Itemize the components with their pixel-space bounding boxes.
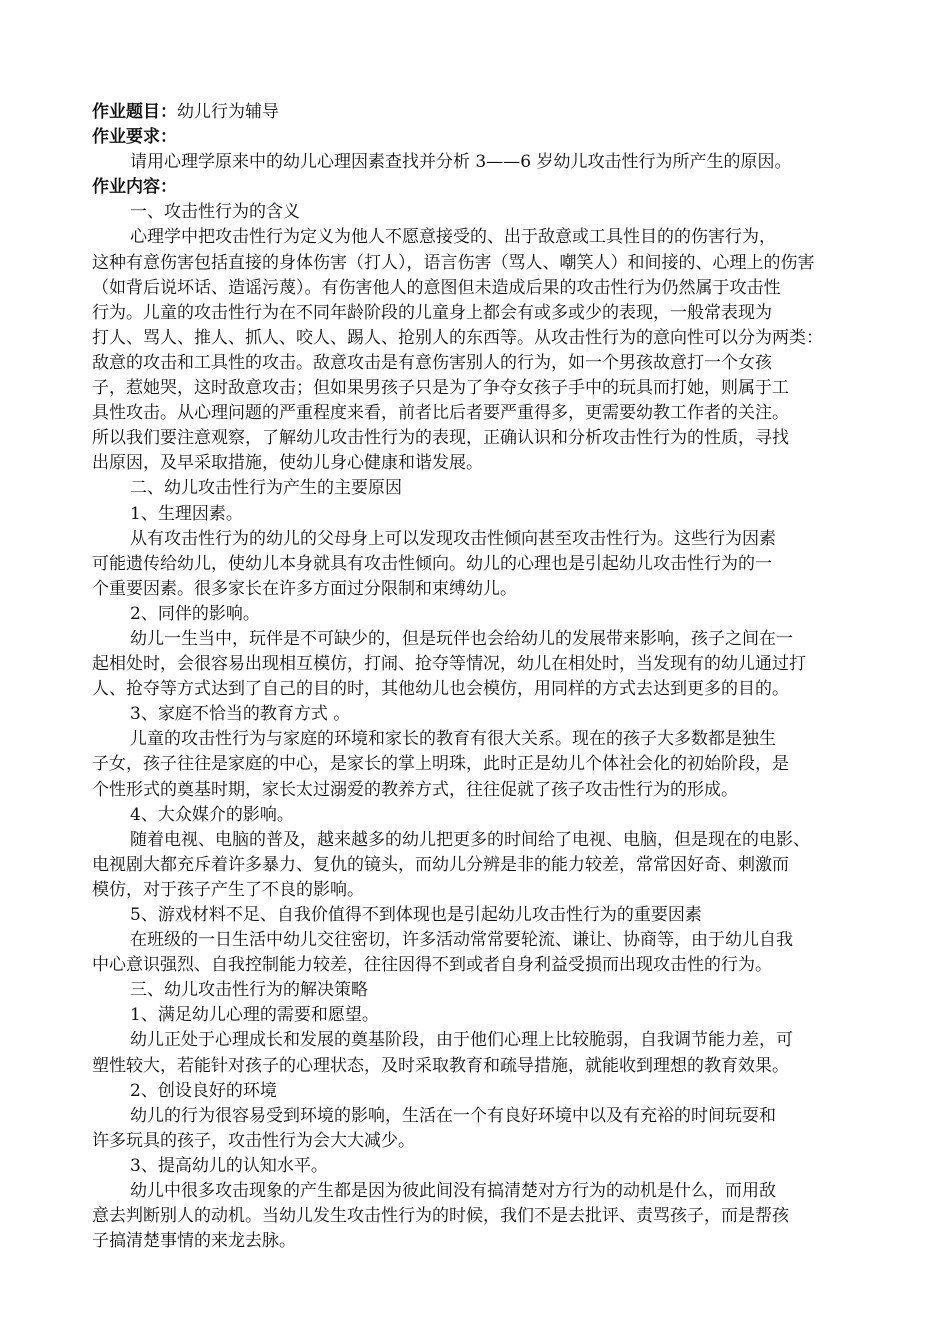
paragraph [92,1179,864,1254]
paragraph-line: （如背后说坏话、造谣污蔑）。有伤害他人的意图但未造成后果的攻击性行为仍然属于攻击性 [92,277,781,298]
section-heading: 一、攻击性行为的含义 [130,202,300,223]
paragraph [92,1104,864,1154]
paragraph-line: 意去判断别人的动机。当幼儿发生攻击性行为的时候，我们不是去批评、责骂孩子，而是帮孩 [92,1206,789,1227]
paragraph-line: 幼儿中很多攻击现象的产生都是因为彼此间没有搞清楚对方行为的动机是什么，而用敌 [130,1181,776,1202]
assignment-title-label: 作业题目： [92,102,177,122]
section-heading: 2、创设良好的环境 [130,1080,277,1101]
assignment-content-label: 作业内容： [92,177,177,198]
paragraph-line: 具性攻击。从心理问题的严重程度来看，前者比后者要严重得多，更需要幼教工作者的关注。 [92,403,789,424]
paragraph-line: 个重要因素。很多家长在许多方面过分限制和束缚幼儿。 [92,578,517,599]
paragraph-line: 子，惹她哭，这时敌意攻击；但如果男孩子只是为了争夺女孩子手中的玩具而打她，则属于工 [92,378,789,399]
section-heading: 二、幼儿攻击性行为产生的主要原因 [130,478,402,499]
paragraph-line: 幼儿的行为很容易受到环境的影响，生活在一个有良好环境中以及有充裕的时间玩耍和 [130,1105,776,1126]
paragraph-line: 幼儿一生当中，玩伴是不可缺少的，但是玩伴也会给幼儿的发展带来影响，孩子之间在一 [130,628,793,649]
paragraph-line: 这种有意伤害包括直接的身体伤害（打人），语言伤害（骂人、嘲笑人）和间接的、心理上的伤害 [92,252,815,273]
paragraph-line: 子搞清楚事情的来龙去脉。 [92,1231,296,1252]
paragraph-line: 幼儿正处于心理成长和发展的奠基阶段，由于他们心理上比较脆弱，自我调节能力差，可 [130,1030,793,1051]
paragraph-line: 人、抢夺等方式达到了自己的目的时，其他幼儿也会模仿，用同样的方式去达到更多的目的。 [92,679,789,700]
paragraph [92,225,864,476]
paragraph-line: 可能遗传给幼儿，使幼儿本身就具有攻击性倾向。幼儿的心理也是引起幼儿攻击性行为的一 [92,553,772,574]
paragraph [92,727,864,802]
section-heading: 3、家庭不恰当的教育方式 。 [130,704,351,725]
paragraph-line: 模仿，对于孩子产生了不良的影响。 [92,879,364,900]
assignment-title-value: 幼儿行为辅导 [177,102,279,122]
section-heading: 3、提高幼儿的认知水平。 [130,1155,328,1176]
paragraph-line: 许多玩具的孩子，攻击性行为会大大减少。 [92,1130,415,1151]
paragraph-line: 随着电视、电脑的普及，越来越多的幼儿把更多的时间给了电视、电脑，但是现在的电影、 [130,829,810,850]
paragraph-line: 心理学中把攻击性行为定义为他人不愿意接受的、出于敌意或工具性目的的伤害行为， [130,227,776,248]
paragraph-line: 出原因，及早采取措施，使幼儿身心健康和谐发展。 [92,453,483,474]
assignment-title-row [92,100,864,125]
section-heading: 4、大众媒介的影响。 [130,804,294,825]
paragraph [92,1028,864,1078]
assignment-requirement-label: 作业要求： [92,127,177,148]
paragraph [92,928,864,978]
paragraph-line: 在班级的一日生活中幼儿交往密切，许多活动常常要轮流、谦让、协商等，由于幼儿自我 [130,930,793,951]
section-heading: 1、满足幼儿心理的需要和愿望。 [130,1005,379,1026]
paragraph [92,527,864,602]
paragraph-line: 打人、骂人、推人、抓人、咬人、踢人、抢别人的东西等。从攻击性行为的意向性可以分为两类： [92,327,823,348]
paragraph-line: 行为。儿童的攻击性行为在不同年龄阶段的儿童身上都会有或多或少的表现，一般常表现为 [92,302,772,323]
assignment-content-row [92,175,864,200]
section-heading: 5、游戏材料不足、自我价值得不到体现也是引起幼儿攻击性行为的重要因素 [130,905,702,925]
section-heading: 1、生理因素。 [130,503,243,524]
paragraph-line: 所以我们要注意观察，了解幼儿攻击性行为的表现，正确认识和分析攻击性行为的性质，寻找 [92,428,789,449]
document-page [92,100,864,1254]
paragraph-line: 中心意识强烈、自我控制能力较差，往往因得不到或者自身利益受损而出现攻击性的行为。 [92,955,772,976]
paragraph-line: 从有攻击性行为的幼儿的父母身上可以发现攻击性倾向甚至攻击性行为。这些行为因素 [130,528,776,549]
paragraph-line: 起相处时，会很容易出现相互模仿，打闹、抢夺等情况，幼儿在相处时，当发现有的幼儿通过打 [92,654,806,675]
paragraph-line: 敌意的攻击和工具性的攻击。敌意攻击是有意伤害别人的行为，如一个男孩故意打一个女孩 [92,352,772,373]
paragraph [92,627,864,702]
assignment-requirement-row [92,125,864,150]
paragraph-line: 个性形式的奠基时期，家长太过溺爱的教养方式，往往促就了孩子攻击性行为的形成。 [92,779,738,800]
section-heading: 三、幼儿攻击性行为的解决策略 [130,980,368,1001]
paragraph-line: 子女，孩子往往是家庭的中心，是家长的掌上明珠，此时正是幼儿个体社会化的初始阶段，是 [92,754,789,775]
assignment-requirement-text: 请用心理学原来中的幼儿心理因素查找并分析 3——6 岁幼儿攻击性行为所产生的原因。 [130,152,792,173]
paragraph-line: 塑性较大，若能针对孩子的心理状态，及时采取教育和疏导措施，就能收到理想的教育效果。 [92,1055,789,1076]
paragraph-line: 儿童的攻击性行为与家庭的环境和家长的教育有很大关系。现在的孩子大多数都是独生 [130,729,776,750]
document-body [92,200,864,1254]
paragraph [92,828,864,903]
section-heading: 2、同伴的影响。 [130,603,260,624]
paragraph-line: 电视剧大都充斥着许多暴力、复仇的镜头，而幼儿分辨是非的能力较差，常常因好奇、刺激而 [92,854,789,875]
